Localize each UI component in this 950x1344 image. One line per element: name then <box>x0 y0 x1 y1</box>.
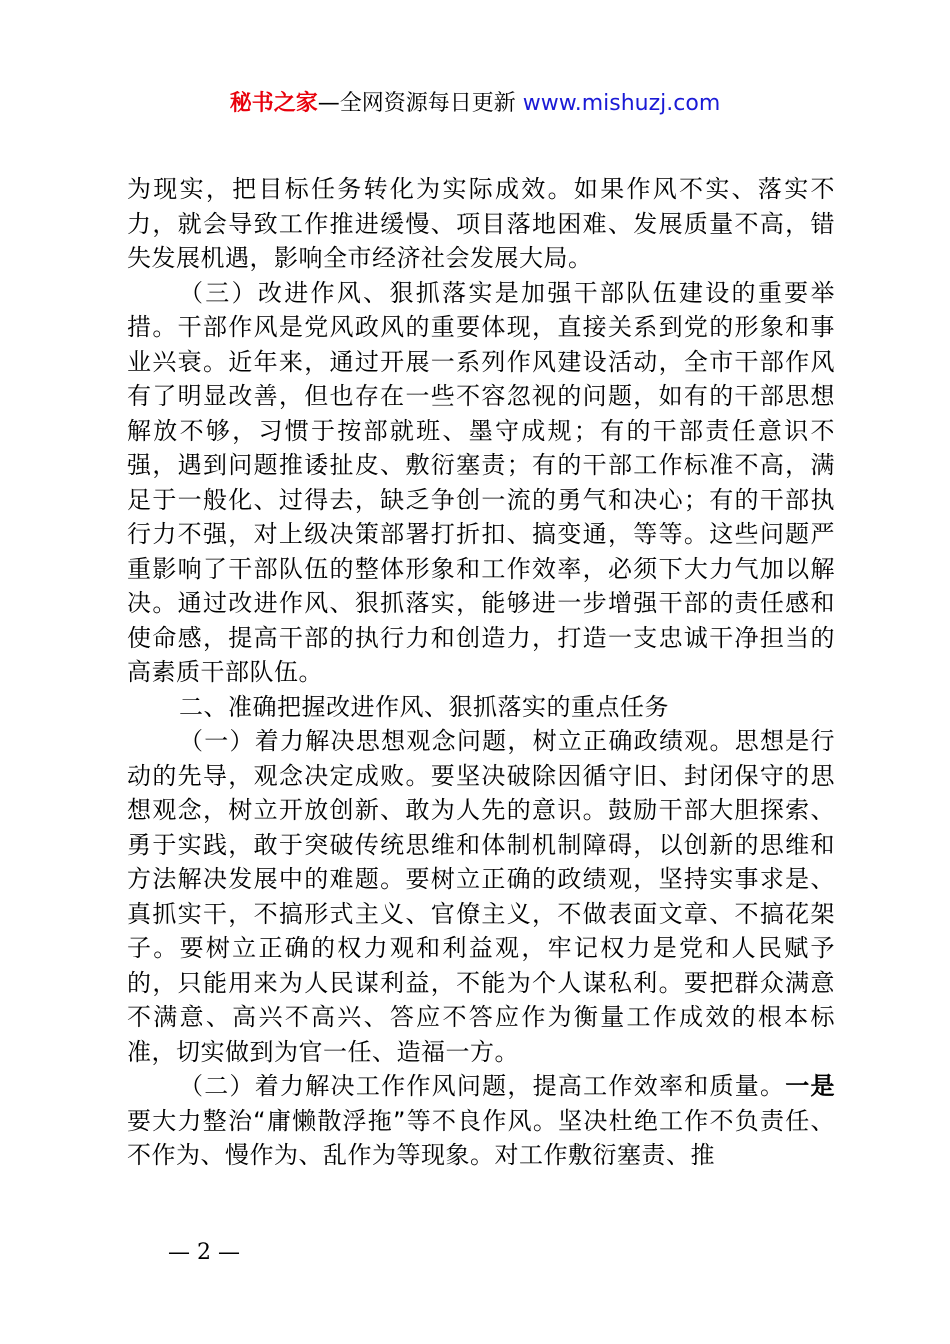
paragraph-task-1: （一）着力解决思想观念问题，树立正确政绩观。思想是行动的先导，观念决定成败。要坚决破除因循守旧、封闭保守的思想观念，树立开放创新、敢为人先的意识。鼓励干部大胆探索、勇于实践，敢于突破传统思维和体制机制障碍，以创新的思维和方法解决发展中的难题。要树立正确的政绩观，坚持实事求是、真抓实干，不搞形式主义、官僚主义，不做表面文章、不搞花架子。要树立正确的权力观和利益观，牢记权力是党和人民赋予的，只能用来为人民谋利益，不能为个人谋私利。要把群众满意不满意、高兴不高兴、答应不答应作为衡量工作成效的根本标准，切实做到为官一任、造福一方。 <box>127 727 835 1066</box>
task-2-bold-marker: 一是 <box>785 1072 836 1100</box>
document-body <box>127 172 835 1173</box>
paragraph-task-2 <box>127 1069 835 1173</box>
site-banner <box>0 88 950 120</box>
section-heading-2: 二、准确把握改进作风、狠抓落实的重点任务 <box>179 692 669 721</box>
task-2-text: 要大力整治“庸懒散浮拖”等不良作风。坚决杜绝工作不负责任、不作为、慢作为、乱作为等现象。对工作敷衍塞责、推 <box>127 1106 835 1169</box>
paragraph-continued: 为现实，把目标任务转化为实际成效。如果作风不实、落实不力，就会导致工作推进缓慢、项目落地困难、发展质量不高，错失发展机遇，影响全市经济社会发展大局。 <box>127 175 835 272</box>
brand-name: 秘书之家 <box>229 91 318 116</box>
banner-tagline: —全网资源每日更新 <box>317 91 523 116</box>
paragraph-section-3: （三）改进作风、狠抓落实是加强干部队伍建设的重要举措。干部作风是党风政风的重要体现，直接关系到党的形象和事业兴衰。近年来，通过开展一系列作风建设活动，全市干部作风有了明显改善，但也存在一些不容忽视的问题，如有的干部思想解放不够，习惯于按部就班、墨守成规；有的干部责任意识不强，遇到问题推诿扯皮、敷衍塞责；有的干部工作标准不高，满足于一般化、过得去，缺乏争创一流的勇气和决心；有的干部执行力不强，对上级决策部署打折扣、搞变通，等等。这些问题严重影响了干部队伍的整体形象和工作效率，必须下大力气加以解决。通过改进作风、狠抓落实，能够进一步增强干部的责任感和使命感，提高干部的执行力和创造力，打造一支忠诚干净担当的高素质干部队伍。 <box>127 278 835 686</box>
banner-url-link[interactable]: www.mishuzj.com <box>522 91 721 116</box>
page-number: — 2 — <box>168 1240 240 1265</box>
task-2-lead: （二）着力解决工作作风问题，提高工作效率和质量。 <box>179 1072 786 1100</box>
